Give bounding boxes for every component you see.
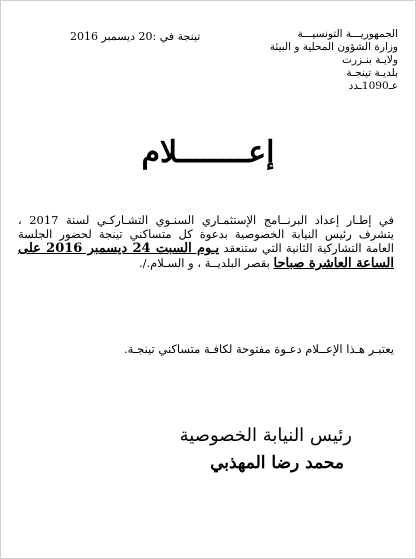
open-invitation-note: يعتبـر هـذا الإعــلام دعـوة مفتوحة لكافـة متساكني تينجـة.	[123, 342, 394, 356]
letterhead-line-municipality: بلديـة تينجـة	[346, 67, 398, 79]
letterhead-line-ministry: وزارة الشؤون المحلية و البيئة	[269, 41, 398, 53]
letterhead	[208, 28, 398, 93]
letterhead-line-country: الجمهوريـــة التونسيـــة	[297, 28, 398, 40]
letterhead-line-governorate: ولايـة بنـزرت	[342, 54, 398, 66]
body-text-closing: بقصر البلديــة ، و السـلام./.	[138, 256, 274, 270]
meeting-time: الساعة العاشرة صباحا	[273, 256, 394, 271]
announcement-body	[18, 213, 394, 271]
letterhead-line-number: عـ1090ـدد	[348, 80, 398, 92]
meeting-date: يـوم السبت 24 ديسمبر 2016 على	[18, 241, 220, 256]
signatory-title: رئيس النيابة الخصوصية	[179, 425, 352, 446]
body-text-intro: في إطـار إعداد البرنــامج الإستثمـاري السنـوي التشـاركـي لسنة 2017 ، يتشرف رئيس النيابة الخصوصية بدعوة كل متساكني تينجة لحضور الجلسة العامة التشاركية الثانية التي ستنعقد	[18, 213, 395, 255]
document-date: تينجة في :20 ديسمبر 2016	[70, 30, 201, 43]
document-title: إعــــــــلام	[141, 135, 275, 170]
signatory-name: محمد رضا المهذبي	[210, 453, 344, 473]
